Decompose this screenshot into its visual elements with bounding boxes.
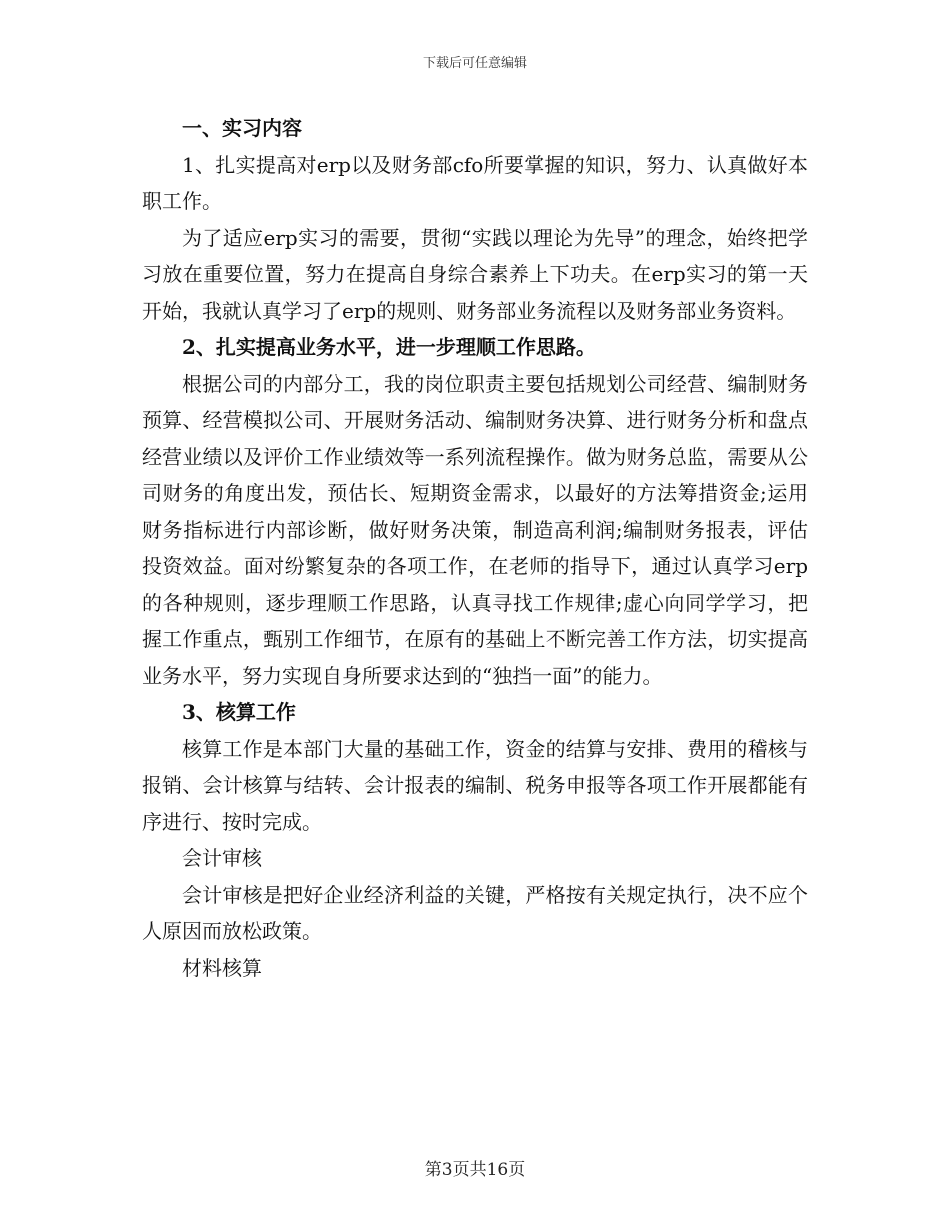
- section-heading-accounting-work: 3、核算工作: [182, 700, 296, 724]
- section-heading-internship-content: 一、实习内容: [182, 116, 302, 140]
- paragraph-job-duties: 根据公司的内部分工，我的岗位职责主要包括规划公司经营、编制财务预算、经营模拟公司、开展财务活动、编制财务决算、进行财务分析和盘点经营业绩以及评价工作业绩效等一系列流程操作。做为财务总监，需要从公司财务的角度出发，预估长、短期资金需求，以最好的方法筹措资金;运用财务指标进行内部诊断，做好财务决策，制造高利润;编制财务报表，评估投资效益。面对纷繁复杂的各项工作，在老师的指导下，通过认真学习erp的各种规则，逐步理顺工作思路，认真寻找工作规律;虚心向同学学习，把握工作重点，甄别工作细节，在原有的基础上不断完善工作方法，切实提高业务水平，努力实现自身所要求达到的“独挡一面”的能力。: [142, 371, 808, 688]
- paragraph-accounting-audit: 会计审核是把好企业经济利益的关键，严格按有关规定执行，决不应个人原因而放松政策。: [142, 882, 808, 943]
- subheading-material-accounting: 材料核算: [182, 955, 262, 980]
- subheading-accounting-audit: 会计审核: [182, 846, 262, 870]
- section-heading-business-level: 2、扎实提高业务水平，进一步理顺工作思路。: [182, 335, 596, 359]
- page-header: 下载后可任意编辑: [422, 56, 527, 71]
- document-body: [142, 110, 808, 986]
- paragraph-erp-learning: 为了适应erp实习的需要，贯彻“实践以理论为先导”的理念，始终把学习放在重要位置，努力在提高自身综合素养上下功夫。在erp实习的第一天开始，我就认真学习了erp的规则、财务部业务流程以及财务部业务资料。: [142, 225, 808, 323]
- paragraph-erp-knowledge: 1、扎实提高对erp以及财务部cfo所要掌握的知识，努力、认真做好本职工作。: [142, 152, 808, 213]
- paragraph-accounting-work: 核算工作是本部门大量的基础工作，资金的结算与安排、费用的稽核与报销、会计核算与结转、会计报表的编制、税务申报等各项工作开展都能有序进行、按时完成。: [142, 736, 808, 834]
- page-number-footer: 第3页共16页: [424, 1160, 526, 1180]
